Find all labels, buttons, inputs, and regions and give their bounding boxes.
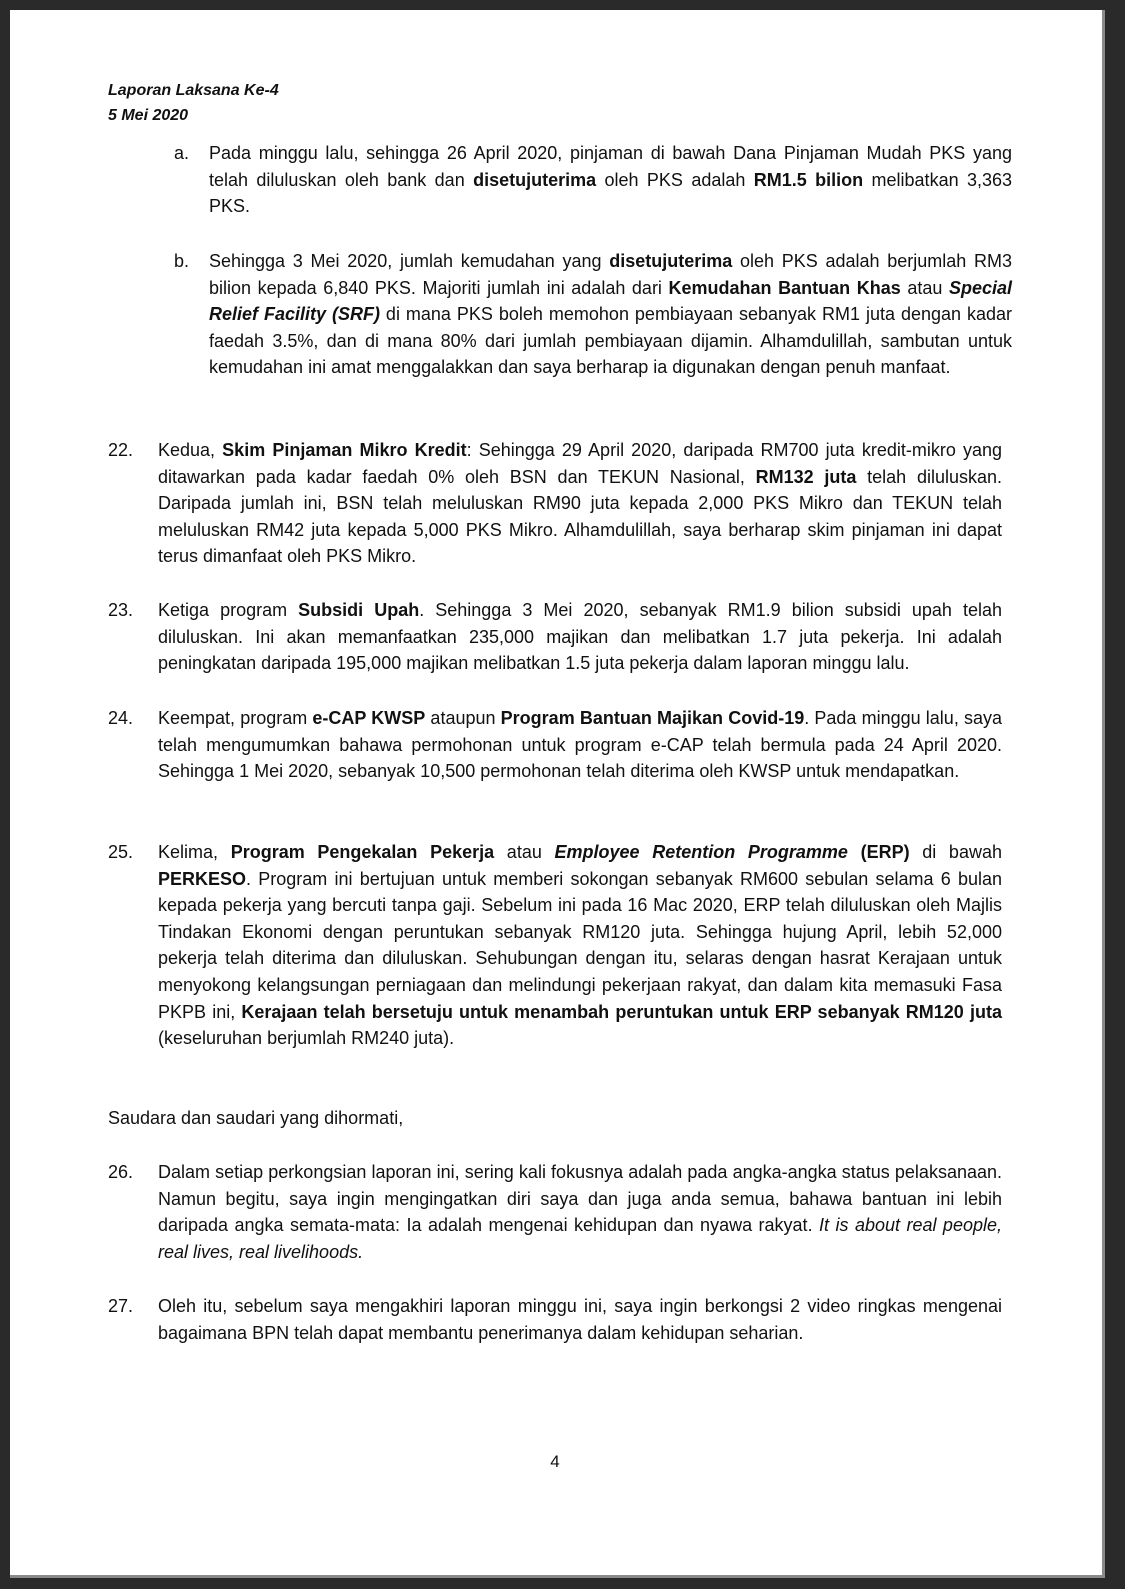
paragraph-number: 25. — [108, 842, 134, 862]
page-number: 4 — [550, 1452, 560, 1471]
paragraph-number: 22. — [108, 440, 134, 460]
report-date: 5 Mei 2020 — [108, 107, 189, 124]
paragraph-text: Oleh itu, sebelum saya mengakhiri laporan minggu ini, saya ingin berkongsi 2 video ringkas mengenai bagaimana BPN telah dapat membantu penerimanya dalam kehidupan seharian. — [158, 1296, 1002, 1343]
paragraph-number: 26. — [108, 1162, 134, 1182]
paragraph-text: Dalam setiap perkongsian laporan ini, sering kali fokusnya adalah pada angka-angka status pelaksanaan. Namun begitu, saya ingin mengingatkan diri saya dan juga anda semua, bahawa bantuan ini lebih daripada angka semata-mata: Ia adalah mengenai kehidupan dan nyawa rakyat. It is about real people, real lives, real livelihoods. — [158, 1162, 1002, 1262]
paragraph-number: 23. — [108, 600, 134, 620]
item-marker: b. — [174, 251, 190, 271]
document-page — [10, 10, 1105, 1578]
paragraph-number: 27. — [108, 1296, 134, 1316]
paragraph-text: Keempat, program e-CAP KWSP ataupun Program Bantuan Majikan Covid-19. Pada minggu lalu, saya telah mengumumkan bahawa permohonan untuk program e-CAP telah bermula pada 24 April 2020. Sehingga 1 Mei 2020, sebanyak 10,500 permohonan telah diterima oleh KWSP untuk mendapatkan. — [158, 708, 1003, 782]
item-marker: a. — [174, 143, 190, 163]
paragraph-number: 24. — [108, 708, 134, 728]
item-text: Pada minggu lalu, sehingga 26 April 2020, pinjaman di bawah Dana Pinjaman Mudah PKS yang telah diluluskan oleh bank dan disetujuterima oleh PKS adalah RM1.5 bilion melibatkan 3,363 PKS. — [209, 143, 1013, 217]
item-text: Sehingga 3 Mei 2020, jumlah kemudahan yang disetujuterima oleh PKS adalah berjumlah RM3 bilion kepada 6,840 PKS. Majoriti jumlah ini adalah dari Kemudahan Bantuan Khas atau Special Relief Facility (SRF) di mana PKS boleh memohon pembiayaan sebanyak RM1 juta dengan kadar faedah 3.5%, dan di mana 80% dari jumlah pembiayaan dijamin. Alhamdulillah, sambutan untuk kemudahan ini amat menggalakkan dan saya berharap ia digunakan dengan penuh manfaat. — [209, 251, 1012, 378]
greeting: Saudara dan saudari yang dihormati, — [108, 1108, 404, 1128]
paragraph-text: Ketiga program Subsidi Upah. Sehingga 3 Mei 2020, sebanyak RM1.9 bilion subsidi upah telah diluluskan. Ini akan memanfaatkan 235,000 majikan dan melibatkan 1.7 juta pekerja. Ini adalah peningkatan daripada 195,000 majikan melibatkan 1.5 juta pekerja dalam laporan minggu lalu. — [158, 600, 1002, 674]
paragraph-text: Kelima, Program Pengekalan Pekerja atau Employee Retention Programme (ERP) di bawah PERKESO. Program ini bertujuan untuk memberi sokongan sebanyak RM600 sebulan selama 6 bulan kepada pekerja yang bercuti tanpa gaji. Sebelum ini pada 16 Mac 2020, ERP telah diluluskan oleh Majlis Tindakan Ekonomi dengan peruntukan sebanyak RM120 juta. Sehingga hujung April, lebih 52,000 pekerja telah diterima dan diluluskan. Sehubungan dengan itu, selaras dengan hasrat Kerajaan untuk menyokong kelangsungan perniagaan dan melindungi pekerjaan rakyat, dan dalam kita memasuki Fasa PKPB ini, Kerajaan telah bersetuju untuk menambah peruntukan untuk ERP sebanyak RM120 juta (keseluruhan berjumlah RM240 juta). — [158, 842, 1002, 1049]
paragraph-text: Kedua, Skim Pinjaman Mikro Kredit: Sehingga 29 April 2020, daripada RM700 juta kredit-mikro yang ditawarkan pada kadar faedah 0% oleh BSN dan TEKUN Nasional, RM132 juta telah diluluskan. Daripada jumlah ini, BSN telah meluluskan RM90 juta kepada 2,000 PKS Mikro dan TEKUN telah meluluskan RM42 juta kepada 5,000 PKS Mikro. Alhamdulillah, saya berharap skim pinjaman ini dapat terus dimanfaat oleh PKS Mikro. — [158, 440, 1002, 567]
report-header — [108, 78, 279, 128]
report-title: Laporan Laksana Ke-4 — [108, 82, 279, 99]
